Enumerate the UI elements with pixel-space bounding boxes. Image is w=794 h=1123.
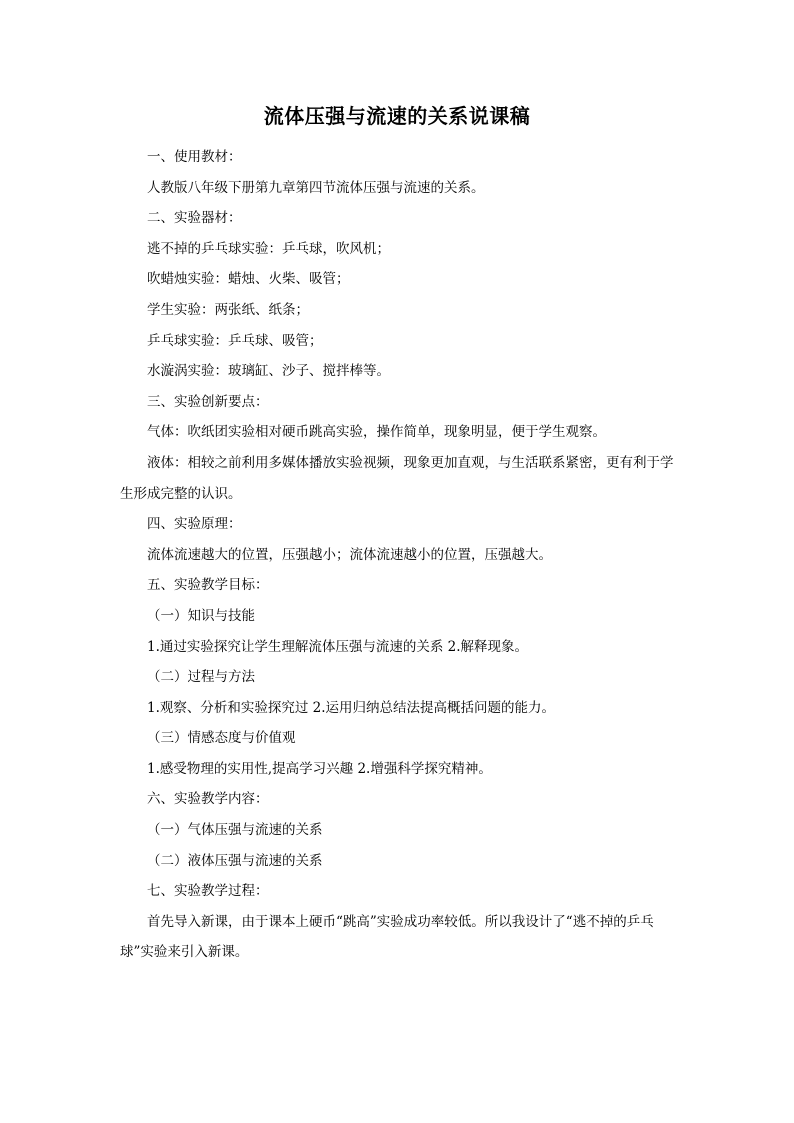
equipment-item: 学生实验：两张纸、纸条； bbox=[147, 301, 309, 318]
heading-principle: 四、实验原理： bbox=[147, 516, 242, 533]
objective-item: 1.感受物理的实用性,提高学习兴趣 2.增强科学探究精神。 bbox=[147, 760, 492, 777]
heading-content: 六、实验教学内容： bbox=[147, 791, 269, 808]
heading-objectives: 五、实验教学目标： bbox=[147, 577, 269, 594]
equipment-item: 逃不掉的乒乓球实验：乒乓球，吹风机； bbox=[147, 240, 390, 257]
content-item: （一）气体压强与流速的关系 bbox=[147, 822, 323, 839]
heading-equipment: 二、实验器材： bbox=[147, 210, 242, 227]
subheading-process: （二）过程与方法 bbox=[147, 669, 255, 686]
innovation-liquid: 液体：相较之前利用多媒体播放实验视频，现象更加直观，与生活联系紧密，更有利于学生形成完整的认识。 bbox=[120, 454, 674, 502]
objective-item: 1.观察、分析和实验探究过 2.运用归纳总结法提高概括问题的能力。 bbox=[147, 699, 556, 716]
heading-process: 七、实验教学过程： bbox=[147, 883, 269, 900]
paragraph-process: 首先导入新课，由于课本上硬币“跳高”实验成功率较低。所以我设计了“逃不掉的乒乓球”实验来引入新课。 bbox=[120, 913, 654, 961]
document-title: 流体压强与流速的关系说课稿 bbox=[263, 104, 531, 128]
equipment-item: 吹蜡烛实验：蜡烛、火柴、吸管； bbox=[147, 271, 350, 288]
equipment-item: 乒乓球实验：乒乓球、吸管； bbox=[147, 332, 323, 349]
subheading-knowledge: （一）知识与技能 bbox=[147, 607, 255, 624]
heading-innovation: 三、实验创新要点： bbox=[147, 393, 269, 410]
heading-textbook: 一、使用教材： bbox=[147, 149, 242, 165]
innovation-gas: 气体：吹纸团实验相对硬币跳高实验，操作简单，现象明显，便于学生观察。 bbox=[147, 424, 606, 441]
content-item: （二）液体压强与流速的关系 bbox=[147, 852, 323, 869]
document-body bbox=[120, 142, 676, 968]
equipment-item: 水漩涡实验：玻璃缸、沙子、搅拌棒等。 bbox=[147, 363, 390, 380]
objective-item: 1.通过实验探究让学生理解流体压强与流速的关系 2.解释现象。 bbox=[147, 638, 529, 655]
paragraph-textbook: 人教版八年级下册第九章第四节流体压强与流速的关系。 bbox=[147, 179, 485, 196]
subheading-attitude: （三）情感态度与价值观 bbox=[147, 730, 296, 747]
paragraph-principle: 流体流速越大的位置，压强越小；流体流速越小的位置，压强越大。 bbox=[147, 546, 552, 563]
